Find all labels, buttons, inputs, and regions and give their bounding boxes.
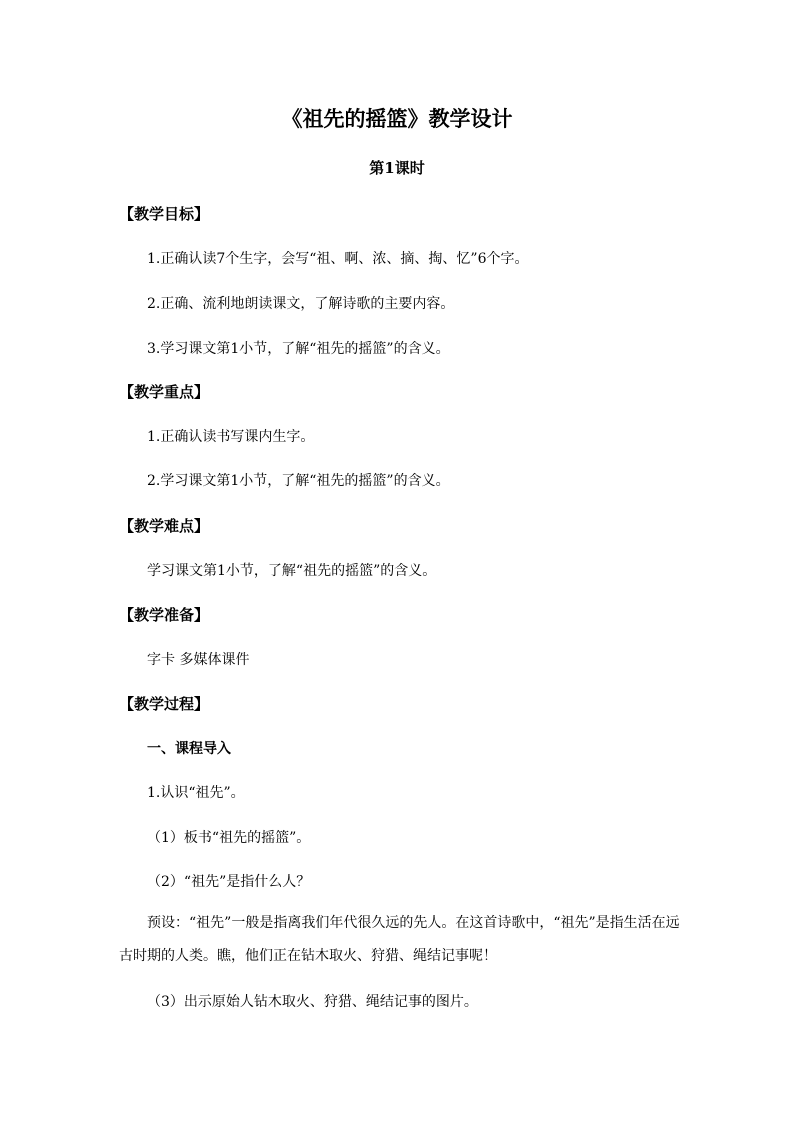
document-title: 《祖先的摇篮》教学设计 <box>281 106 513 131</box>
heading-teaching-prep: 【教学准备】 <box>119 606 210 624</box>
heading-teaching-goals: 【教学目标】 <box>119 205 210 223</box>
substep-item: （2）“祖先”是指什么人？ <box>147 874 311 890</box>
difficulty-item: 学习课文第1小节，了解“祖先的摇篮”的含义。 <box>147 563 437 579</box>
heading-teaching-focus: 【教学重点】 <box>119 383 210 401</box>
heading-teaching-process: 【教学过程】 <box>119 695 210 713</box>
prep-item: 字卡 多媒体课件 <box>147 652 250 668</box>
substep-item: （1）板书“祖先的摇篮”。 <box>147 830 311 846</box>
goal-item: 3.学习课文第1小节，了解“祖先的摇篮”的含义。 <box>147 341 450 357</box>
preset-paragraph: 预设：“祖先”一般是指离我们年代很久远的先人。在这首诗歌中，“祖先”是指生活在远古时期的人类。瞧，他们正在钻木取火、狩猎、绳结记事呢！ <box>119 915 680 964</box>
goal-item: 1.正确认读7个生字，会写“祖、啊、浓、摘、掏、忆”6个字。 <box>147 251 529 267</box>
goal-item: 2.正确、流利地朗读课文，了解诗歌的主要内容。 <box>147 296 455 312</box>
substep-item: （3）出示原始人钻木取火、狩猎、绳结记事的图片。 <box>147 994 478 1010</box>
step-item: 1.认识“祖先”。 <box>147 785 245 801</box>
section-course-intro: 一、课程导入 <box>147 741 231 757</box>
lesson-period: 第1课时 <box>369 159 425 177</box>
focus-item: 2.学习课文第1小节，了解“祖先的摇篮”的含义。 <box>147 473 450 489</box>
focus-item: 1.正确认读书写课内生字。 <box>147 429 315 445</box>
heading-teaching-difficulty: 【教学难点】 <box>119 517 210 535</box>
